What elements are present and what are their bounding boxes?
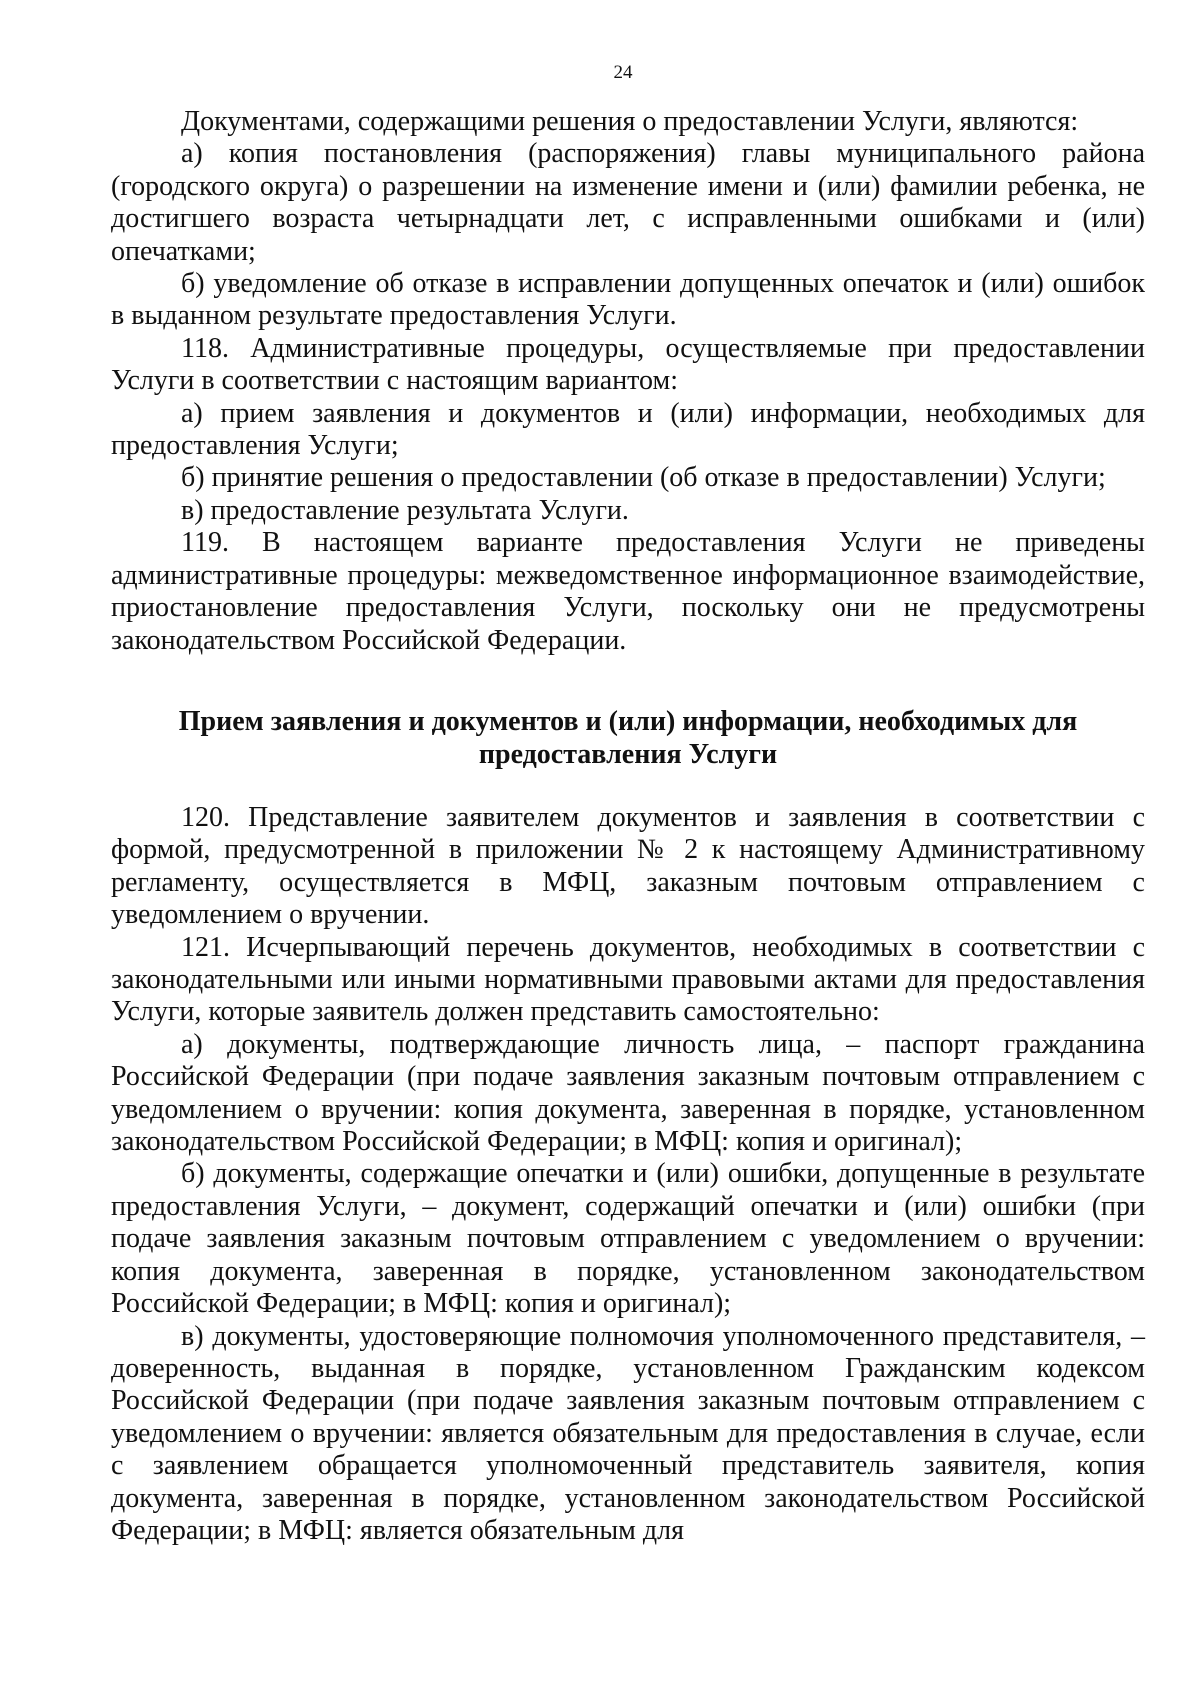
- paragraph-documents-intro: Документами, содержащими решения о предоставлении Услуги, являются:: [181, 106, 1079, 137]
- paragraph-118-item-b: б) принятие решения о предоставлении (об отказе в предоставлении) Услуги;: [181, 462, 1106, 494]
- paragraph-121-item-c: в) документы, удостоверяющие полномочия уполномоченного представителя, – доверенность, выданная в порядке, установленном Гражданским кодексом Российской Федерации (при подаче заявления заказным почтовым отправлением с уведомлением о вручении: является обязательным для предоставления в случае, если с заявлением обращается уполномоченный представитель заявителя, копия документа, заверенная в порядке, установленном законодательством Российской Федерации; в МФЦ: является обязательным для: [111, 1320, 1145, 1546]
- paragraph-120: 120. Представление заявителем документов и заявления в соответствии с формой, предусмотренной в приложении № 2 к настоящему Административному регламенту, осуществляется в МФЦ, заказным почтовым отправлением с уведомлением о вручении.: [111, 802, 1145, 931]
- section-heading-line-2: предоставления Услуги: [478, 739, 778, 770]
- paragraph-item-b-refusal-notice: б) уведомление об отказе в исправлении допущенных опечаток и (или) ошибок в выданном результате предоставления Услуги.: [111, 268, 1145, 332]
- paragraph-118-item-a: а) прием заявления и документов и (или) информации, необходимых для предоставления Услуги;: [111, 397, 1145, 462]
- section-heading: [111, 705, 1145, 771]
- page-number: 24: [613, 62, 633, 83]
- body-text-after-heading: [111, 802, 1145, 1547]
- paragraph-121: 121. Исчерпывающий перечень документов, необходимых в соответствии с законодательными или иными нормативными правовыми актами для предоставления Услуги, которые заявитель должен представить самостоятельно:: [111, 931, 1145, 1028]
- paragraph-121-item-a: а) документы, подтверждающие личность лица, – паспорт гражданина Российской Федерации (при подаче заявления заказным почтовым отправлением с уведомлением о вручении: копия документа, заверенная в порядке, установленном законодательством Российской Федерации; в МФЦ: копия и оригинал);: [111, 1028, 1145, 1158]
- body-text-before-heading: [111, 106, 1145, 657]
- paragraph-item-a-copy-resolution: а) копия постановления (распоряжения) главы муниципального района (городского округа) о разрешении на изменение имени и (или) фамилии ребенка, не достигшего возраста четырнадцати лет, с исправленными ошибками и (или) опечатками;: [111, 138, 1145, 267]
- paragraph-118-item-c: в) предоставление результата Услуги.: [181, 494, 629, 526]
- paragraph-118: 118. Административные процедуры, осуществляемые при предоставлении Услуги в соответствии с настоящим вариантом:: [111, 332, 1145, 397]
- paragraph-119: 119. В настоящем варианте предоставления Услуги не приведены административные процедуры: межведомственное информационное взаимодействие, приостановление предоставления Услуги, поскольку они не предусмотрены законодательством Российской Федерации.: [111, 527, 1145, 656]
- paragraph-121-item-b: б) документы, содержащие опечатки и (или) ошибки, допущенные в результате предоставления Услуги, – документ, содержащий опечатки и (или) ошибки (при подаче заявления заказным почтовым отправлением с уведомлением о вручении: копия документа, заверенная в порядке, установленном законодательством Российской Федерации; в МФЦ: копия и оригинал);: [111, 1158, 1145, 1320]
- section-heading-line-1: Прием заявления и документов и (или) информации, необходимых для: [178, 706, 1078, 737]
